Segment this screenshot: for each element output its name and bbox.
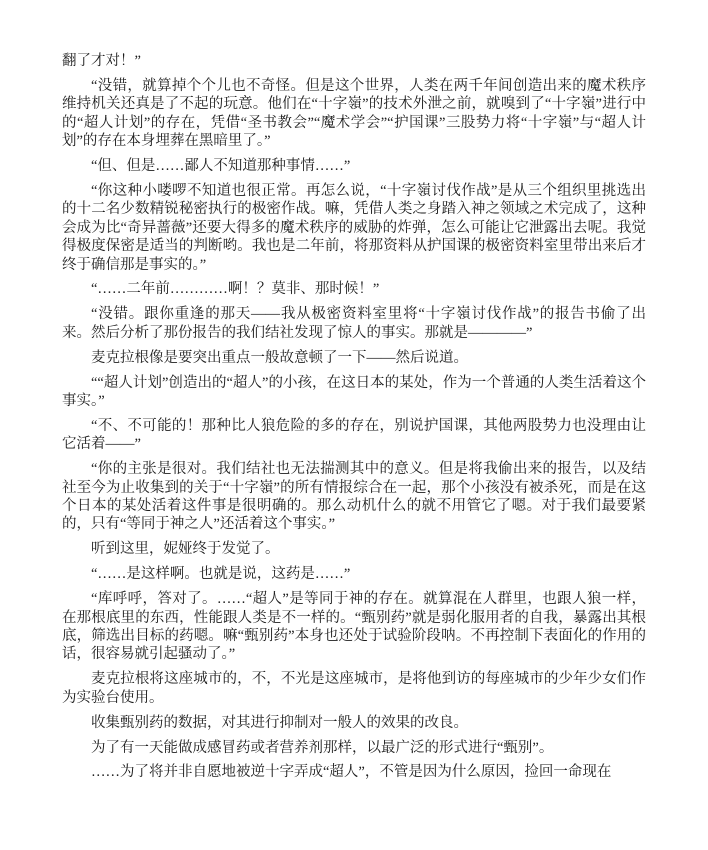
paragraph: 麦克拉根像是要突出重点一般故意顿了一下——然后说道。	[91, 349, 468, 366]
paragraph: 听到这里，妮娅终于发觉了。	[91, 541, 280, 558]
paragraph: 为了有一天能做成感冒药或者营养剂那样，以最广泛的形式进行“甄别”。	[91, 739, 554, 756]
paragraph: 翻了才对！”	[62, 53, 141, 69]
paragraph: “但、但是……鄙人不知道那种事情……”	[91, 158, 351, 175]
paragraph: ““超人计划”创造出的“超人”的小孩，在这日本的某处，作为一个普通的人类生活着这个事实。”	[62, 374, 646, 409]
paragraph: “不、不可能的！那种比人狼危险的多的存在，别说护国课，其他两股势力也没理由让它活着——”	[62, 417, 646, 453]
paragraph: “你的主张是很对。我们结社也无法揣测其中的意义。但是将我偷出来的报告，以及结社至今为止收集到的关于“十字嶺”的所有情报综合在一起，那个小孩没有被杀死，而是在这个日本的某处活着这件事是很明确的。那么动机什么的就不用管它了嗯。对于我们最要紧的，只有“等同于神之人”还活着这个事实。”	[62, 461, 646, 533]
paragraph: 收集甄别药的数据，对其进行抑制对一般人的效果的改良。	[91, 714, 468, 731]
paragraph: “库呼呼，答对了。……“超人”是等同于神的存在。就算混在人群里，也跟人狼一样，在那根底里的东西，性能跟人类是不一样的。“甄别药”就是弱化服用者的自我，暴露出其根底，筛选出目标的药嗯。嘛“甄别药”本身也还处于试验阶段呐。不再控制下表面化的作用的话，很容易就引起骚动了。”	[62, 591, 646, 663]
paragraph: “你这种小喽啰不知道也很正常。再怎么说，“十字嶺讨伐作战”是从三个组织里挑选出的十二名少数精锐秘密执行的极密作战。嘛，凭借人类之身踏入神之领域之术完成了，这种会成为比“奇异蔷薇”还要大得多的魔术秩序的威胁的炸弹，怎么可能让它泄露出去呢。我觉得极度保密是适当的判断哟。我也是二年前，将那资料从护国课的极密资料室里带出来后才终于确信那是事实的。”	[62, 182, 646, 273]
text-column	[62, 52, 646, 782]
paragraph: “没错。跟你重逢的那天——我从极密资料室里将“十字嶺讨伐作战”的报告书偷了出来。然后分析了那份报告的我们结社发现了惊人的事实。那就是————”	[62, 306, 646, 341]
paragraph: “……是这样啊。也就是说，这药是……”	[91, 566, 351, 583]
paragraph: 麦克拉根将这座城市的，不，不光是这座城市，是将他到访的每座城市的少年少女们作为实验台使用。	[62, 671, 646, 706]
paragraph: “……二年前…………啊！？莫非、那时候！”	[91, 281, 380, 298]
paragraph: “没错，就算掉个个儿也不奇怪。但是这个世界，人类在两千年间创造出来的魔术秩序维持机关还真是了不起的玩意。他们在“十字嶺”的技术外泄之前，就嗅到了“十字嶺”进行中的“超人计划”的存在，凭借“圣书教会”“魔术学会”“护国课”三股势力将“十字嶺”与“超人计划”的存在本身埋葬在黑暗里了。”	[62, 77, 646, 150]
paragraph: ……为了将并非自愿地被逆十字弄成“超人”，不管是因为什么原因，捡回一命现在	[91, 764, 612, 781]
